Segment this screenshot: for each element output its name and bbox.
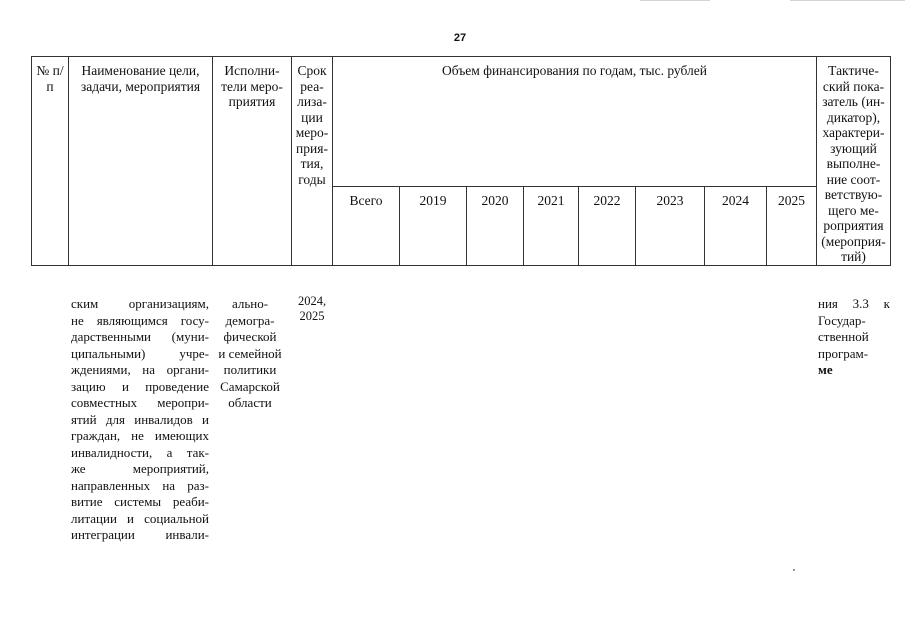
header-col-finance: Объем финансирования по годам, тыс. рублей [333, 57, 817, 187]
text-line: 2025 [299, 309, 325, 323]
text-line: програм- [818, 345, 869, 361]
text-line: витие системы реаби- [71, 494, 209, 509]
text-line: демогра- [225, 312, 275, 328]
text-line: интеграции инвали- [71, 527, 209, 542]
program-table-header [31, 56, 891, 266]
row-term-text [292, 294, 332, 324]
page-number: 27 [453, 32, 467, 44]
text-line: совместных меропри- [71, 395, 209, 410]
text-line: инвалидности, а так- [71, 444, 209, 460]
text-line: направленных на раз- [71, 477, 209, 493]
scan-edge-top-1 [640, 0, 710, 1]
header-finance-year: 2025 [767, 186, 817, 265]
text-line: ским организациям, [71, 296, 209, 311]
header-finance-year: 2019 [400, 186, 467, 265]
header-finance-total: Всего [333, 186, 400, 265]
text-line: ждениями, на органи- [71, 362, 209, 377]
row-indicator-text [818, 296, 890, 379]
text-line: ятий для инвалидов и [71, 411, 209, 427]
header-finance-year: 2022 [579, 186, 636, 265]
header-col-indicator: Тактиче-ский пока-затель (ин-дикатор), характери-зующий выполне-ние соот-ветствую-щего ме-роприятия (мероприя-тий) [817, 57, 891, 266]
text-line: же мероприятий, [71, 461, 209, 476]
header-finance-year: 2021 [524, 186, 579, 265]
text-line: граждан, не имеющих [71, 428, 209, 443]
text-line: ния 3.3 к [818, 296, 890, 311]
header-finance-year: 2023 [636, 186, 705, 265]
text-line: 2024, [297, 294, 327, 308]
text-line: ципальными) учре- [71, 345, 209, 361]
text-line: области [228, 395, 272, 410]
scan-edge-top-2 [790, 0, 905, 1]
scan-speck [793, 569, 795, 571]
header-col-term: Срок реа-лиза-ции меро-прия-тия, годы [292, 57, 333, 266]
text-line: и семейной [218, 345, 282, 361]
text-line: зацию и проведение [71, 378, 209, 394]
text-line: ме [818, 362, 833, 377]
text-line: ально- [231, 296, 269, 311]
row-executor-text [210, 296, 290, 412]
row-name-text [71, 296, 209, 544]
header-finance-year: 2024 [705, 186, 767, 265]
text-line: не являющимся госу- [71, 312, 209, 328]
header-col-name: Наименование цели, задачи, мероприятия [69, 57, 213, 266]
text-line: политики [223, 362, 277, 377]
text-line: Самарской [220, 378, 280, 394]
text-line: литации и социальной [71, 510, 209, 526]
text-line: Государ- [818, 312, 866, 328]
text-line: дарственными (муни- [71, 329, 209, 344]
text-line: ственной [818, 329, 869, 344]
header-col-executor: Исполни-тели меро-приятия [213, 57, 292, 266]
text-line: фической [223, 329, 277, 344]
header-finance-year: 2020 [467, 186, 524, 265]
header-col-number: № п/п [32, 57, 69, 266]
